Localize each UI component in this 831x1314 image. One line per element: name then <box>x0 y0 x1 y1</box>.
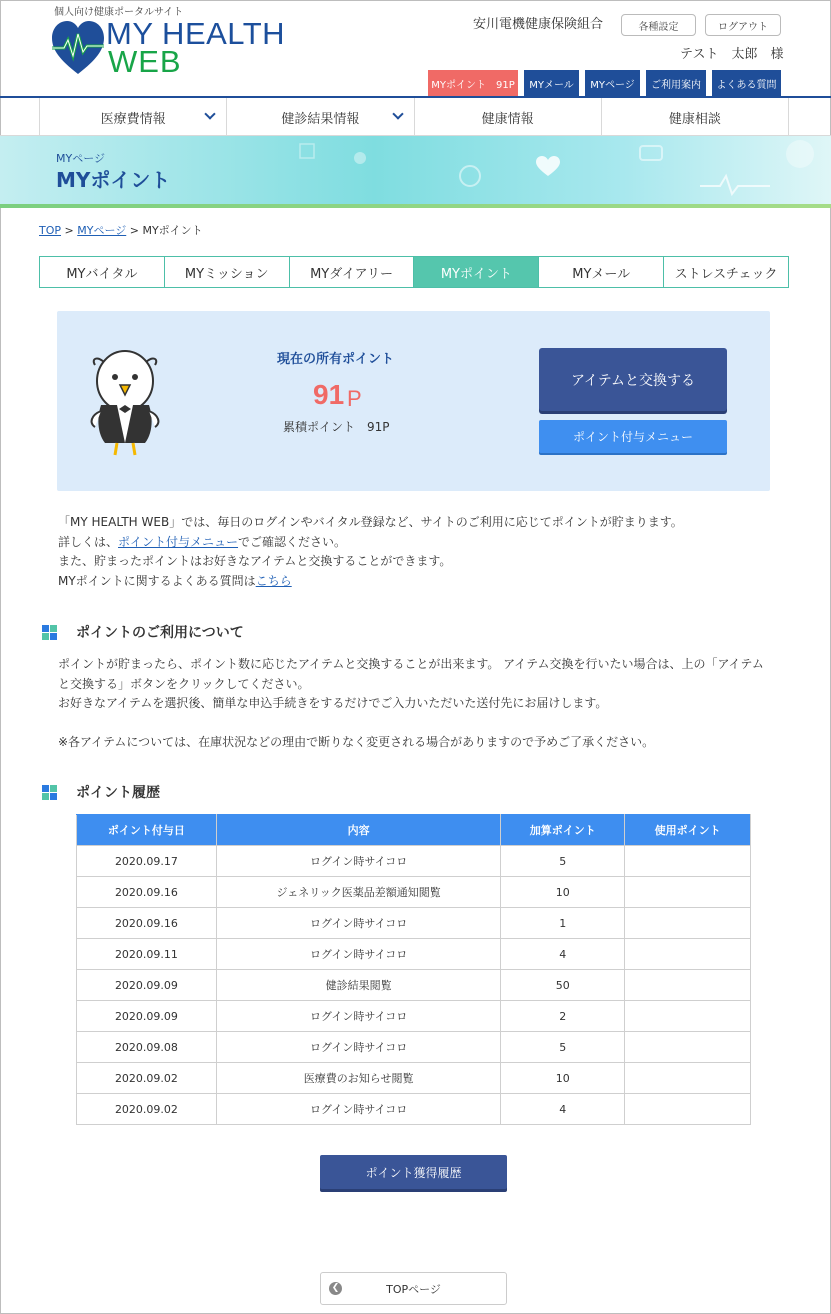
nav-item-label: 医療費情報 <box>100 111 166 127</box>
current-points-unit: P <box>347 386 362 411</box>
column-header-date: ポイント付与日 <box>77 815 217 846</box>
intro-line: 「MY HEALTH WEB」では、毎日のログインやバイタル登録など、サイトのご利用に応じてポイントが貯まります。 <box>58 515 683 529</box>
cell-added-points: 5 <box>501 846 625 877</box>
breadcrumb-separator: > <box>61 224 78 237</box>
usage-line: お好きなアイテムを選択後、簡単な申込手続きをするだけでご入力いただいた送付先にお届けします。 <box>58 696 608 710</box>
util-tab-mypoint[interactable]: MYポイント 91P <box>428 70 518 96</box>
breadcrumb <box>39 222 203 238</box>
usage-description <box>58 655 778 753</box>
cell-date: 2020.09.09 <box>77 1001 217 1032</box>
chevron-down-icon <box>392 108 403 119</box>
breadcrumb-link-top[interactable]: TOP <box>39 224 62 237</box>
back-to-top-button[interactable] <box>320 1272 507 1305</box>
intro-text: 詳しくは、 <box>58 534 119 549</box>
table-header-row <box>77 815 751 846</box>
user-name: テスト 太郎 様 <box>680 47 784 62</box>
current-points-label: 現在の所有ポイント <box>277 352 395 367</box>
nav-item-label: 健康相談 <box>668 111 721 127</box>
point-menu-button[interactable]: ポイント付与メニュー <box>539 420 727 453</box>
site-tagline: 個人向け健康ポータルサイト <box>54 7 184 18</box>
history-section-heading <box>42 782 160 802</box>
usage-note: ※各アイテムについては、在庫状況などの理由で断りなく変更される場合がありますので予めご了承ください。 <box>58 735 655 749</box>
banner-accent-line <box>0 204 831 208</box>
table-row <box>77 970 751 1001</box>
main-nav <box>39 98 789 136</box>
nav-item-checkup-results[interactable] <box>226 98 413 136</box>
page-banner <box>0 136 831 204</box>
current-points-value: 91 <box>313 379 345 410</box>
logo-text-my-health: MY HEALTH <box>106 16 286 51</box>
breadcrumb-separator: > <box>126 224 143 237</box>
faq-link[interactable]: こちら <box>255 573 292 588</box>
site-logo[interactable] <box>50 16 290 78</box>
tab-stress-check[interactable]: ストレスチェック <box>674 266 778 282</box>
breadcrumb-current: MYポイント <box>142 224 203 237</box>
table-row <box>77 1094 751 1125</box>
total-points: 累積ポイント 91P <box>283 420 390 434</box>
section-square-icon <box>42 785 57 800</box>
nav-item-label: 健診結果情報 <box>281 111 360 127</box>
cell-content: ログイン時サイコロ <box>216 939 501 970</box>
exchange-items-button[interactable]: アイテムと交換する <box>539 348 727 411</box>
cell-date: 2020.09.09 <box>77 970 217 1001</box>
table-row <box>77 1063 751 1094</box>
cell-added-points: 50 <box>501 970 625 1001</box>
table-row <box>77 877 751 908</box>
settings-button[interactable]: 各種設定 <box>621 14 696 36</box>
table-row <box>77 939 751 970</box>
points-history-table <box>76 814 751 1125</box>
cell-used-points <box>625 939 751 970</box>
cell-used-points <box>625 1094 751 1125</box>
points-intro <box>58 513 683 591</box>
usage-line: ポイントが貯まったら、ポイント数に応じたアイテムと交換することが出来ます。 アイテム交換を行いたい場合は、上の「アイテム <box>58 657 764 671</box>
intro-text: MYポイントに関するよくある質問は <box>58 573 256 588</box>
nav-item-label: 健康情報 <box>481 111 534 127</box>
cell-date: 2020.09.08 <box>77 1032 217 1063</box>
breadcrumb-link-mypage[interactable]: MYページ <box>77 224 127 237</box>
back-to-top-label: TOPページ <box>386 1282 441 1296</box>
points-history-button[interactable]: ポイント獲得履歴 <box>320 1155 507 1189</box>
util-tab-mymail[interactable]: MYメール <box>524 70 579 96</box>
table-row <box>77 1001 751 1032</box>
nav-item-health-consult[interactable] <box>601 98 789 136</box>
cell-date: 2020.09.02 <box>77 1063 217 1094</box>
table-row <box>77 908 751 939</box>
cell-content: ジェネリック医薬品差額通知閲覧 <box>216 877 501 908</box>
cell-date: 2020.09.17 <box>77 846 217 877</box>
banner-subtitle: MYページ <box>56 152 105 165</box>
cell-added-points: 1 <box>501 908 625 939</box>
logo-text-web: WEB <box>108 44 182 79</box>
cell-added-points: 10 <box>501 877 625 908</box>
tab-my-point[interactable]: MYポイント <box>414 257 539 287</box>
util-tab-guide[interactable]: ご利用案内 <box>646 70 706 96</box>
cell-date: 2020.09.16 <box>77 877 217 908</box>
mypage-tabs <box>39 256 789 288</box>
table-row <box>77 1032 751 1063</box>
chevron-left-icon: ❮ <box>329 1282 342 1295</box>
usage-section-heading <box>42 622 244 642</box>
cell-content: ログイン時サイコロ <box>216 1032 501 1063</box>
usage-line: と交換する」ボタンをクリックしてください。 <box>58 676 310 691</box>
cell-added-points: 4 <box>501 1094 625 1125</box>
cell-used-points <box>625 1001 751 1032</box>
points-summary-panel <box>57 311 770 491</box>
intro-line: また、貯まったポイントはお好きなアイテムと交換することができます。 <box>58 554 452 568</box>
cell-added-points: 4 <box>501 939 625 970</box>
cell-used-points <box>625 908 751 939</box>
nav-item-health-info[interactable] <box>414 98 601 136</box>
cell-added-points: 2 <box>501 1001 625 1032</box>
cell-used-points <box>625 877 751 908</box>
util-tab-mypage[interactable]: MYページ <box>585 70 640 96</box>
tab-my-mission[interactable]: MYミッション <box>165 257 290 287</box>
tab-my-mail[interactable]: MYメール <box>539 257 664 287</box>
organization-name: 安川電機健康保険組合 <box>473 17 604 32</box>
cell-content: 健診結果閲覧 <box>216 970 501 1001</box>
cell-content: ログイン時サイコロ <box>216 1001 501 1032</box>
bird-mascot-icon <box>87 345 163 457</box>
cell-used-points <box>625 1063 751 1094</box>
cell-used-points <box>625 1032 751 1063</box>
heart-pulse-icon <box>50 18 106 76</box>
cell-date: 2020.09.16 <box>77 908 217 939</box>
intro-line <box>58 533 683 553</box>
cell-content: ログイン時サイコロ <box>216 1094 501 1125</box>
cell-content: ログイン時サイコロ <box>216 908 501 939</box>
cell-used-points <box>625 970 751 1001</box>
table-row <box>77 846 751 877</box>
nav-item-medical-costs[interactable] <box>39 98 226 136</box>
cell-date: 2020.09.11 <box>77 939 217 970</box>
cell-date: 2020.09.02 <box>77 1094 217 1125</box>
section-square-icon <box>42 625 57 640</box>
column-header-content: 内容 <box>216 815 501 846</box>
section-title: ポイントのご利用について <box>76 625 244 641</box>
point-menu-link[interactable]: ポイント付与メニュー <box>118 534 239 549</box>
cell-added-points: 5 <box>501 1032 625 1063</box>
intro-text: でご確認ください。 <box>238 534 347 549</box>
cell-content: 医療費のお知らせ閲覧 <box>216 1063 501 1094</box>
tab-my-vital[interactable]: MYバイタル <box>40 257 165 287</box>
column-header-added: 加算ポイント <box>501 815 625 846</box>
util-tab-faq[interactable]: よくある質問 <box>712 70 781 96</box>
column-header-used: 使用ポイント <box>625 815 751 846</box>
logout-button[interactable]: ログアウト <box>705 14 781 36</box>
tab-my-diary[interactable]: MYダイアリー <box>290 257 415 287</box>
chevron-down-icon <box>205 108 216 119</box>
cell-used-points <box>625 846 751 877</box>
page-title: MYポイント <box>56 168 171 192</box>
cell-added-points: 10 <box>501 1063 625 1094</box>
intro-line <box>58 572 683 592</box>
cell-content: ログイン時サイコロ <box>216 846 501 877</box>
section-title: ポイント履歴 <box>76 785 160 801</box>
